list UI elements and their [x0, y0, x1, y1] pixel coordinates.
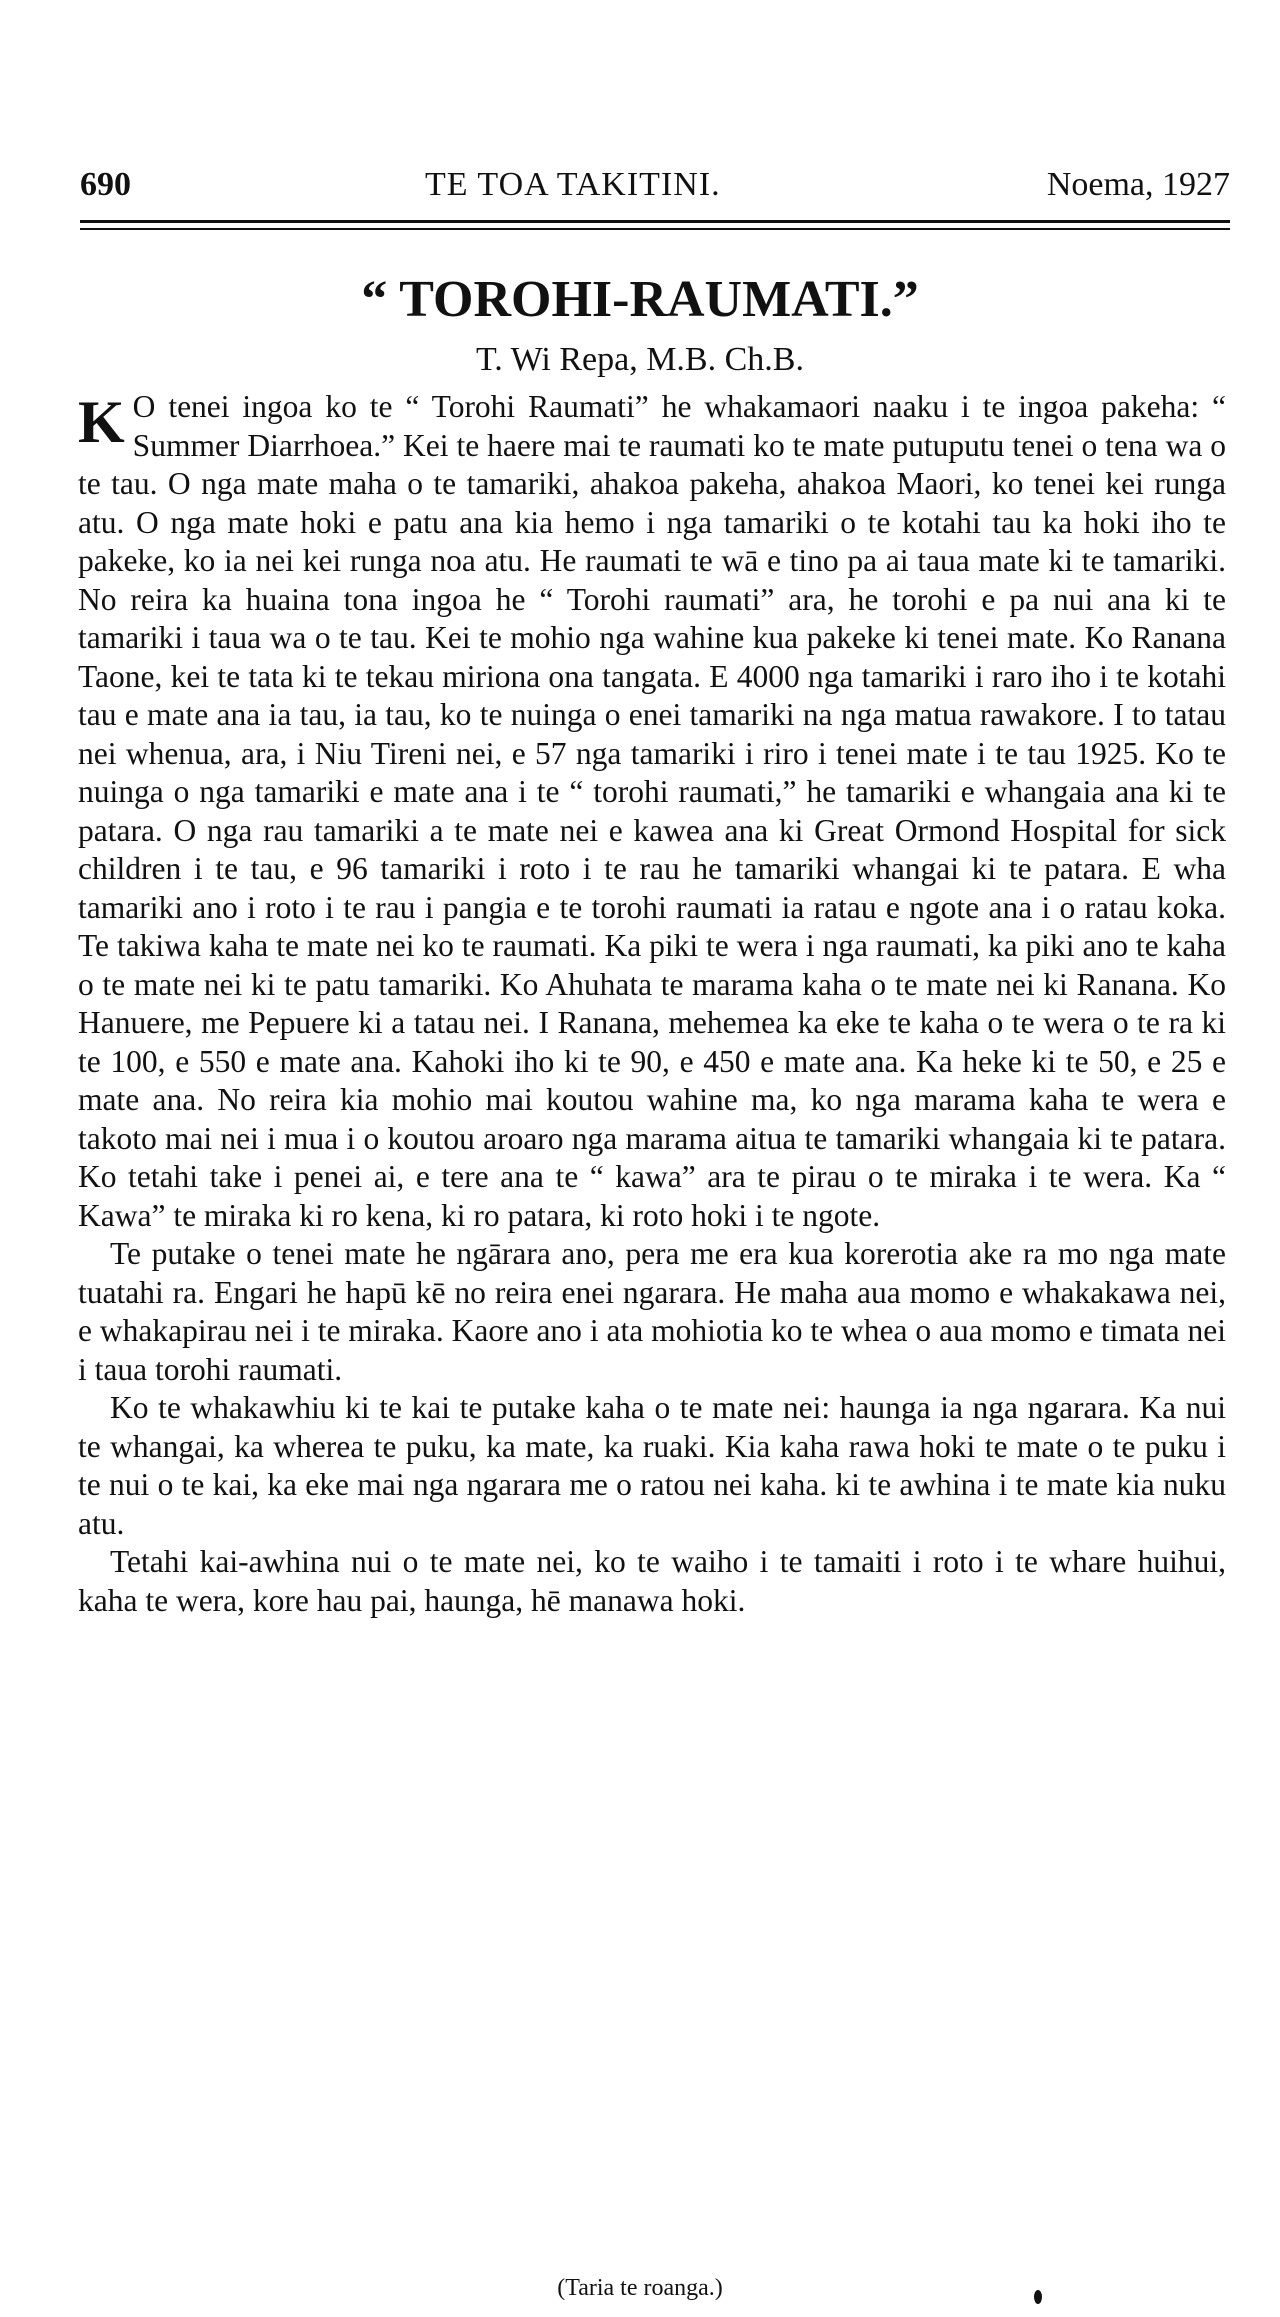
article-title: “ TOROHI-RAUMATI.” — [361, 271, 919, 328]
issue-date: Noema, 1927 — [1046, 166, 1230, 203]
running-header — [80, 165, 1230, 213]
page-number: 690 — [80, 166, 131, 203]
paragraph-1 — [78, 388, 1226, 1235]
paragraph-2: Te putake o tenei mate he ngārara ano, pera me era kua korerotia ake ra mo nga mate tuatahi ra. Engari he hapū kē no reira enei ngarara. He maha aua momo e whakakawa nei, e whakapirau nei i te miraka. Kaore ano i ata mohiotia ko te whea o aua momo e timata nei i taua torohi raumati. — [78, 1236, 1226, 1387]
header-rule-thick — [80, 220, 1230, 223]
drop-cap: K — [78, 389, 125, 455]
article-body — [78, 388, 1226, 1620]
journal-title: TE TOA TAKITINI. — [425, 166, 721, 203]
continued-note: (Taria te roanga.) — [557, 2275, 723, 2301]
paragraph-4: Tetahi kai-awhina nui o te mate nei, ko te waiho i te tamaiti i roto i te whare huihui, kaha te wera, kore hau pai, haunga, hē manawa hoki. — [78, 1544, 1226, 1618]
ink-dot — [1034, 2290, 1042, 2304]
article-author: T. Wi Repa, M.B. Ch.B. — [476, 341, 804, 378]
paragraph-1-text: O tenei ingoa ko te “ Torohi Raumati” he whakamaori naaku i te ingoa pakeha: “ Summer Diarrhoea.” Kei te haere mai te raumati ko te mate putuputu tenei o tena wa o te tau. O nga mate maha o te tamariki, ahakoa pakeha, ahakoa Maori, ko tenei kei runga atu. O nga mate hoki e patu ana kia hemo i nga tamariki o te kotahi tau ka hoki iho te pakeke, ko ia nei kei runga noa atu. He raumati te wā e tino pa ai taua mate ki te tamariki. No reira ka huaina tona ingoa he “ Torohi raumati” ara, he torohi e pa nui ana ki te tamariki i taua wa o te tau. Kei te mohio nga wahine kua pakeke ki tenei mate. Ko Ranana Taone, kei te tata ki te tekau miriona ona tangata. E 4000 nga tamariki i raro iho i te kotahi tau e mate ana ia tau, ia tau, ko te nuinga o enei tamariki na nga matua rawakore. I to tatau nei whenua, ara, i Niu Tireni nei, e 57 nga tamariki i riro i tenei mate i te tau 1925. Ko te nuinga o nga tamariki e mate ana i te “ torohi raumati,” he tamariki e whangaia ana ki te patara. O nga rau tamariki a te mate nei e kawea ana ki Great Ormond Hospital for sick children i te tau, e 96 tamariki i roto i te rau he tamariki whangai ki te patara. E wha tamariki ano i roto i te rau i pangia e te torohi raumati ia ratau e ngote ana i o ratau koka. Te takiwa kaha te mate nei ko te raumati. Ka piki te wera i nga raumati, ka piki ano te kaha o te mate nei ki te patu tamariki. Ko Ahuhata te marama kaha o te mate nei ki Ranana. Ko Hanuere, me Pepuere ki a tatau nei. I Ranana, mehemea ka eke te kaha o te wera o te ra ki te 100, e 550 e mate ana. Kahoki iho ki te 90, e 450 e mate ana. Ka heke ki te 50, e 25 e mate ana. No reira kia mohio mai koutou wahine ma, ko nga marama kaha te wera e takoto mai nei i mua i o koutou aroaro nga marama aitua te tamariki whangaia ki te patara. Ko tetahi take i penei ai, e tere ana te “ kawa” ara te pirau o te miraka i te wera. Ka “ Kawa” te miraka ki ro kena, ki ro patara, ki roto hoki i te ngote. — [78, 389, 1226, 1233]
paragraph-3: Ko te whakawhiu ki te kai te putake kaha o te mate nei: haunga ia nga ngarara. Ka nui te whangai, ka wherea te puku, ka mate, ka ruaki. Kia kaha rawa hoki te mate o te puku i te nui o te kai, ka eke mai nga ngarara me o ratou nei kaha. ki te awhina i te mate kia nuku atu. — [78, 1390, 1226, 1541]
header-rule-thin — [80, 228, 1230, 230]
